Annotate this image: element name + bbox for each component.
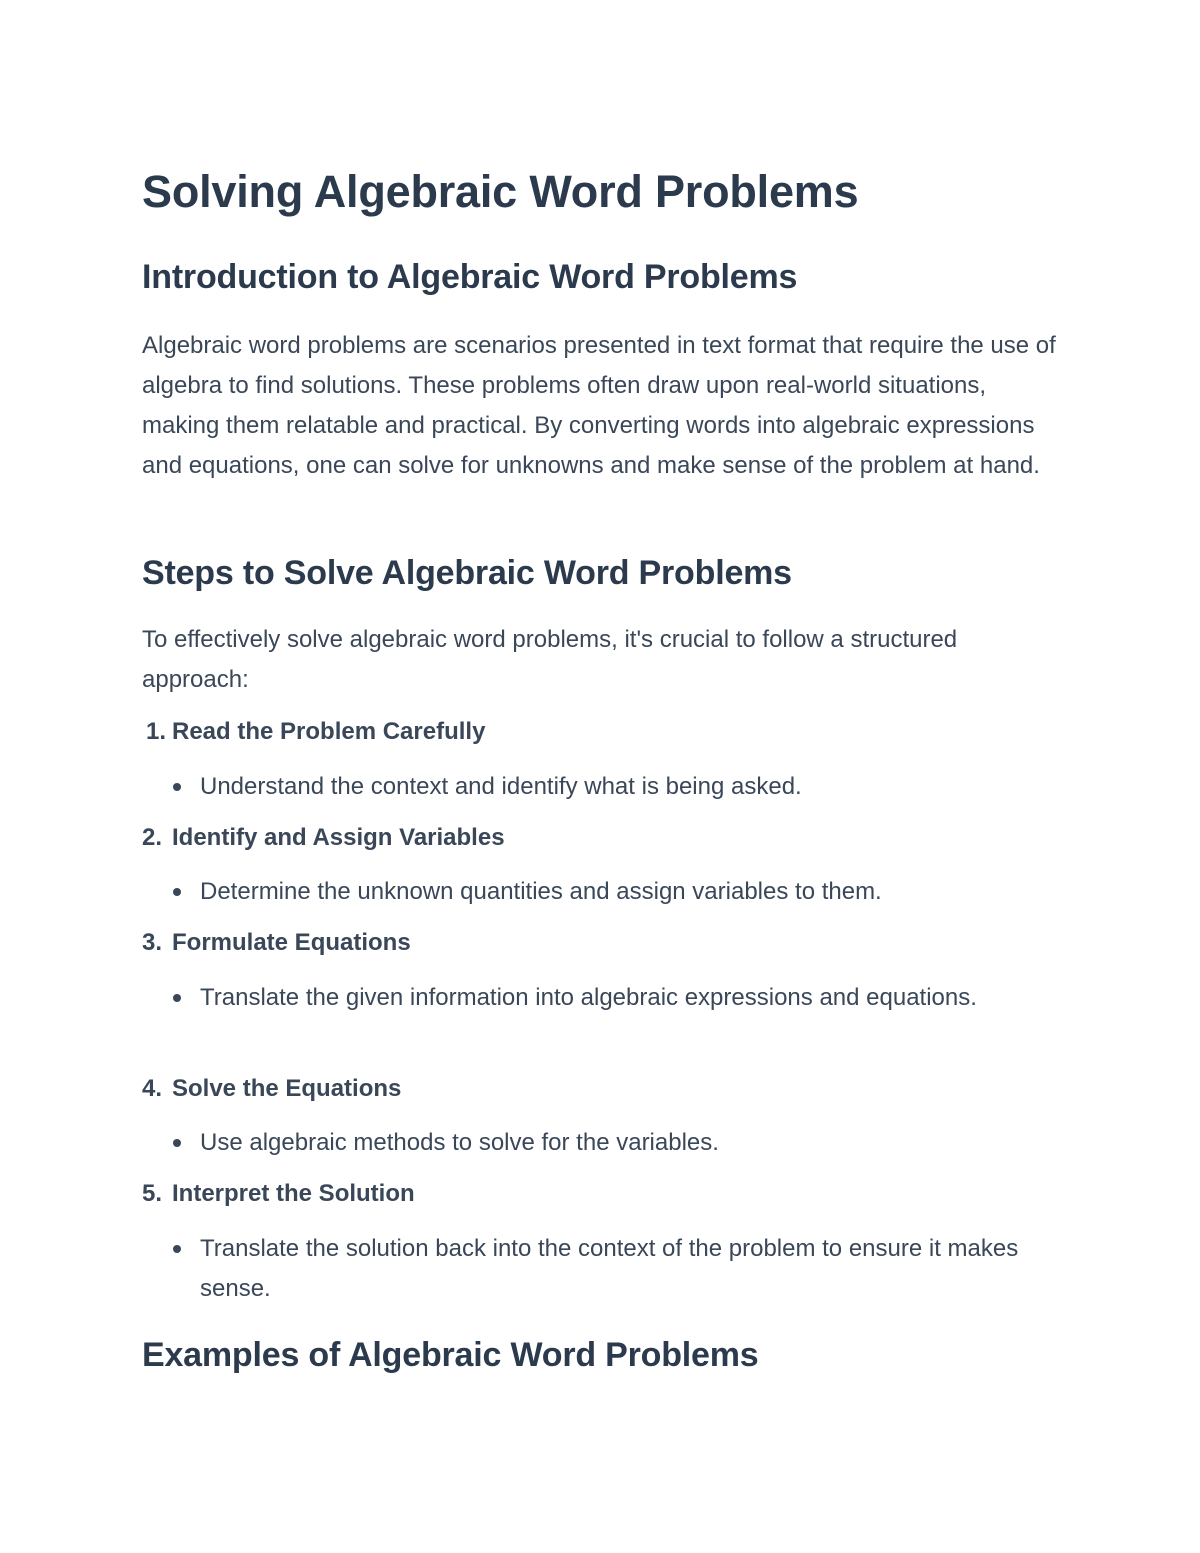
step-label: Read the Problem Carefully xyxy=(172,718,486,745)
step-detail-text: Use algebraic methods to solve for the variables. xyxy=(200,1129,719,1156)
step-detail-text: Translate the solution back into the context of the problem to ensure it makes sense. xyxy=(200,1235,1019,1302)
step-label: Formulate Equations xyxy=(172,929,411,956)
steps-intro-paragraph: To effectively solve algebraic word problems, it's crucial to follow a structured approach: xyxy=(142,626,958,693)
step-number: 5. xyxy=(142,1180,163,1207)
document-title: Solving Algebraic Word Problems xyxy=(142,166,859,217)
step-title xyxy=(142,929,411,957)
step-detail-text: Translate the given information into algebraic expressions and equations. xyxy=(200,984,977,1011)
bullet-icon xyxy=(173,783,181,791)
step-number: 1. xyxy=(146,718,167,745)
section-heading-intro: Introduction to Algebraic Word Problems xyxy=(142,258,798,296)
step-label: Solve the Equations xyxy=(172,1075,402,1102)
step-number: 3. xyxy=(142,929,163,956)
step-detail xyxy=(200,978,1060,1018)
step-title xyxy=(142,824,505,852)
step-title xyxy=(142,1075,401,1103)
step-detail-text: Understand the context and identify what is being asked. xyxy=(200,773,802,800)
section-heading-steps: Steps to Solve Algebraic Word Problems xyxy=(142,554,792,592)
step-detail xyxy=(200,767,1060,807)
step-detail-text: Determine the unknown quantities and assign variables to them. xyxy=(200,878,882,905)
step-detail xyxy=(200,872,1060,912)
bullet-icon xyxy=(173,888,181,896)
step-number: 4. xyxy=(142,1075,163,1102)
step-detail xyxy=(200,1229,1060,1309)
bullet-icon xyxy=(173,1245,181,1253)
bullet-icon xyxy=(173,994,181,1002)
step-title xyxy=(142,1180,415,1208)
step-label: Identify and Assign Variables xyxy=(172,824,505,851)
bullet-icon xyxy=(173,1139,181,1147)
intro-paragraph: Algebraic word problems are scenarios presented in text format that require the use of algebra to find solutions. These problems often draw upon real-world situations, making them relatable and practical. By converting words into algebraic expressions and equations, one can solve for unknowns and make sense of the problem at hand. xyxy=(142,332,1056,479)
step-title xyxy=(146,718,485,746)
step-label: Interpret the Solution xyxy=(172,1180,415,1207)
section-heading-examples: Examples of Algebraic Word Problems xyxy=(142,1336,759,1374)
step-number: 2. xyxy=(142,824,163,851)
step-detail xyxy=(200,1123,1060,1163)
